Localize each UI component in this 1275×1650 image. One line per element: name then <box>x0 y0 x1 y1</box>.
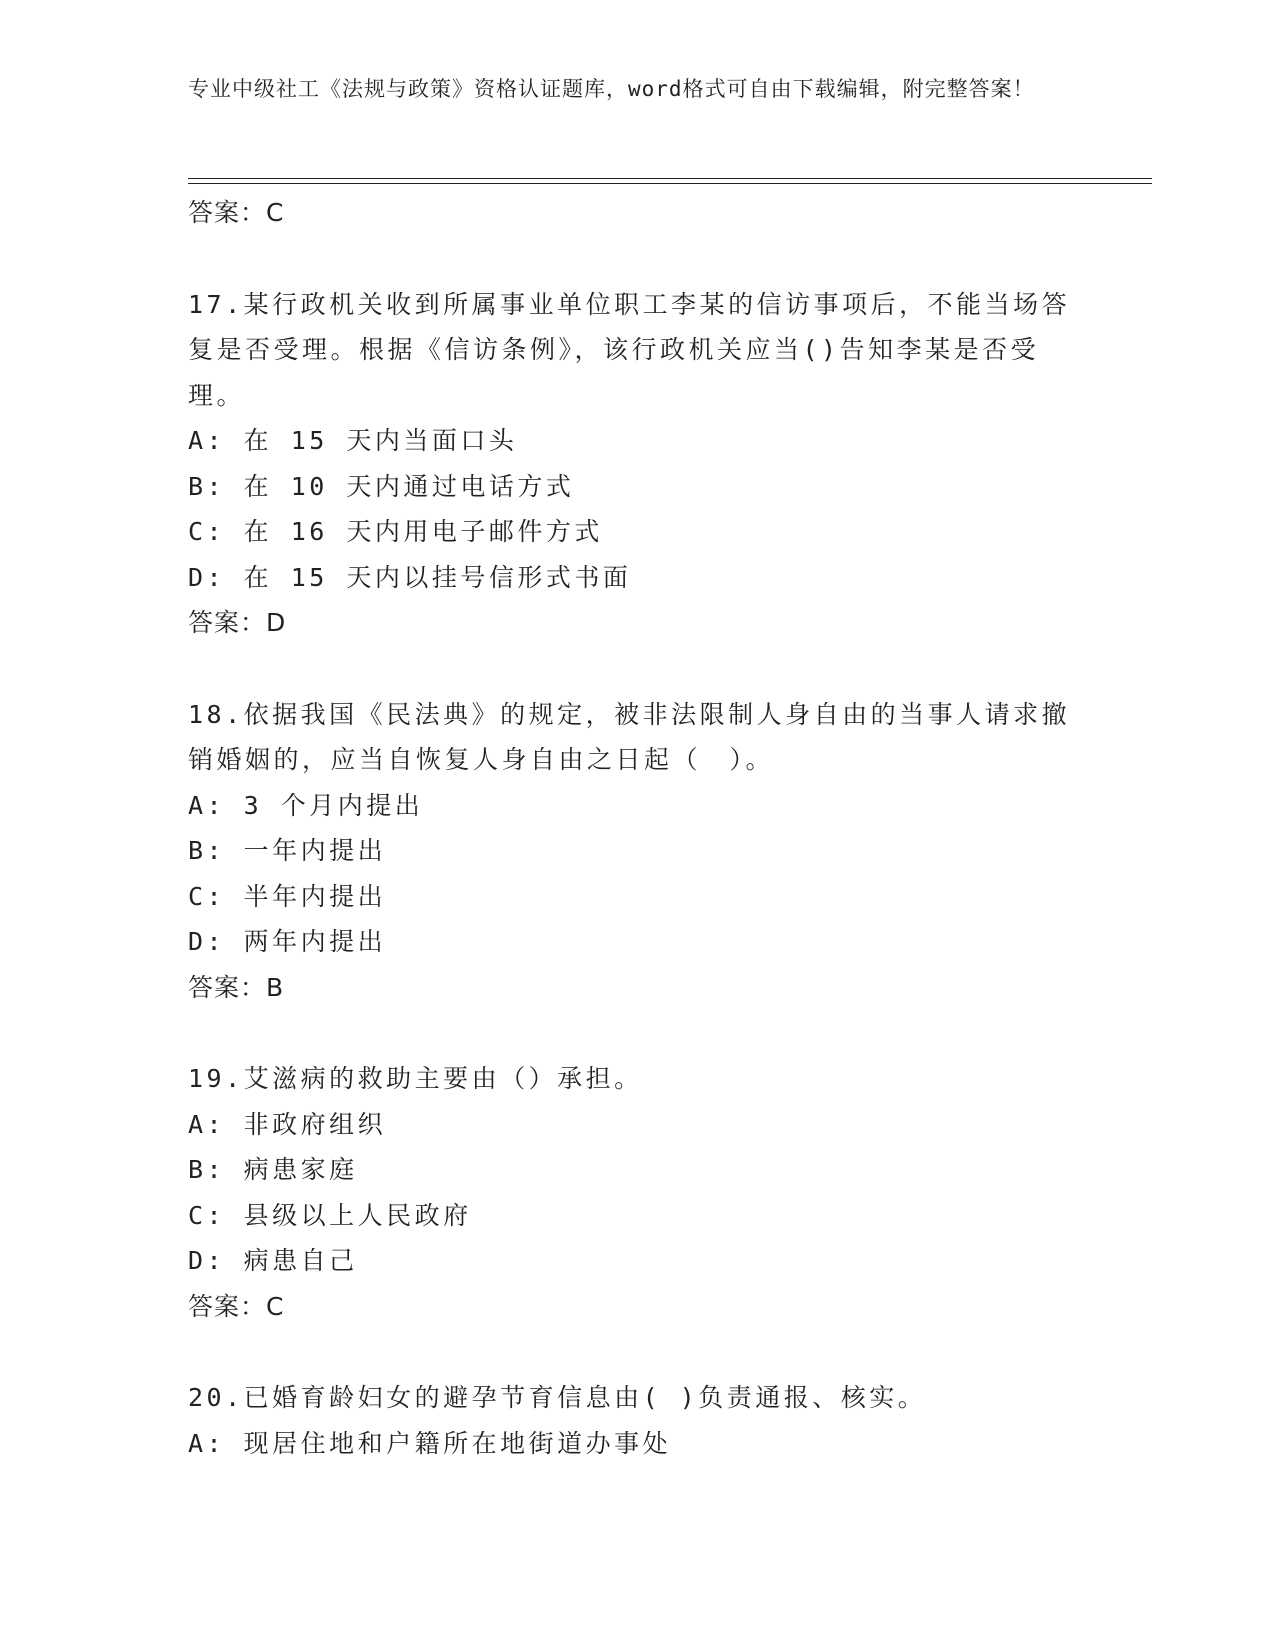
option-d: D: 在 15 天内以挂号信形式书面 <box>188 562 632 592</box>
spacer <box>188 646 1088 692</box>
spacer <box>188 1010 1088 1056</box>
option-a: A: 非政府组织 <box>188 1109 387 1139</box>
question-list <box>188 190 1088 1466</box>
question-text-line: 19.艾滋病的救助主要由（）承担。 <box>188 1064 643 1093</box>
answer-line: 答案：C <box>188 198 285 227</box>
header-rule-bottom <box>188 183 1152 184</box>
spacer <box>188 1329 1088 1375</box>
option-c: C: 半年内提出 <box>188 881 387 911</box>
option-c: C: 县级以上人民政府 <box>188 1200 472 1230</box>
question-text-line: 复是否受理。根据《信访条例》，该行政机关应当()告知李某是否受 <box>188 335 1040 364</box>
option-b: B: 病患家庭 <box>188 1155 358 1184</box>
question-text-line: 销婚姻的，应当自恢复人身自由之日起（ ）。 <box>188 745 775 774</box>
question-text-line: 理。 <box>188 380 246 410</box>
option-a: A: 3 个月内提出 <box>188 790 424 820</box>
question-18 <box>188 692 1088 1011</box>
question-text-line: 20.已婚育龄妇女的避孕节育信息由( )负责通报、核实。 <box>188 1383 927 1412</box>
question-19 <box>188 1056 1088 1329</box>
option-a: A: 现居住地和户籍所在地街道办事处 <box>188 1428 672 1458</box>
question-text-line: 17.某行政机关收到所属事业单位职工李某的信访事项后，不能当场答 <box>188 289 1071 319</box>
question-17 <box>188 282 1088 646</box>
answer-line: 答案：D <box>188 608 287 637</box>
option-a: A: 在 15 天内当面口头 <box>188 426 518 455</box>
option-b: B: 一年内提出 <box>188 836 387 865</box>
option-b: B: 在 10 天内通过电话方式 <box>188 471 575 501</box>
question-20 <box>188 1375 1088 1466</box>
header-rule-top <box>188 178 1152 179</box>
option-d: D: 两年内提出 <box>188 927 387 956</box>
document-header: 专业中级社工《法规与政策》资格认证题库，word格式可自由下载编辑，附完整答案！ <box>188 77 1035 101</box>
option-d: D: 病患自己 <box>188 1246 358 1275</box>
answer-line: 答案：C <box>188 1291 285 1321</box>
question-text-line: 18.依据我国《民法典》的规定，被非法限制人身自由的当事人请求撤 <box>188 699 1071 729</box>
spacer <box>188 236 1088 282</box>
answer-line: 答案：B <box>188 972 285 1002</box>
option-c: C: 在 16 天内用电子邮件方式 <box>188 517 603 546</box>
